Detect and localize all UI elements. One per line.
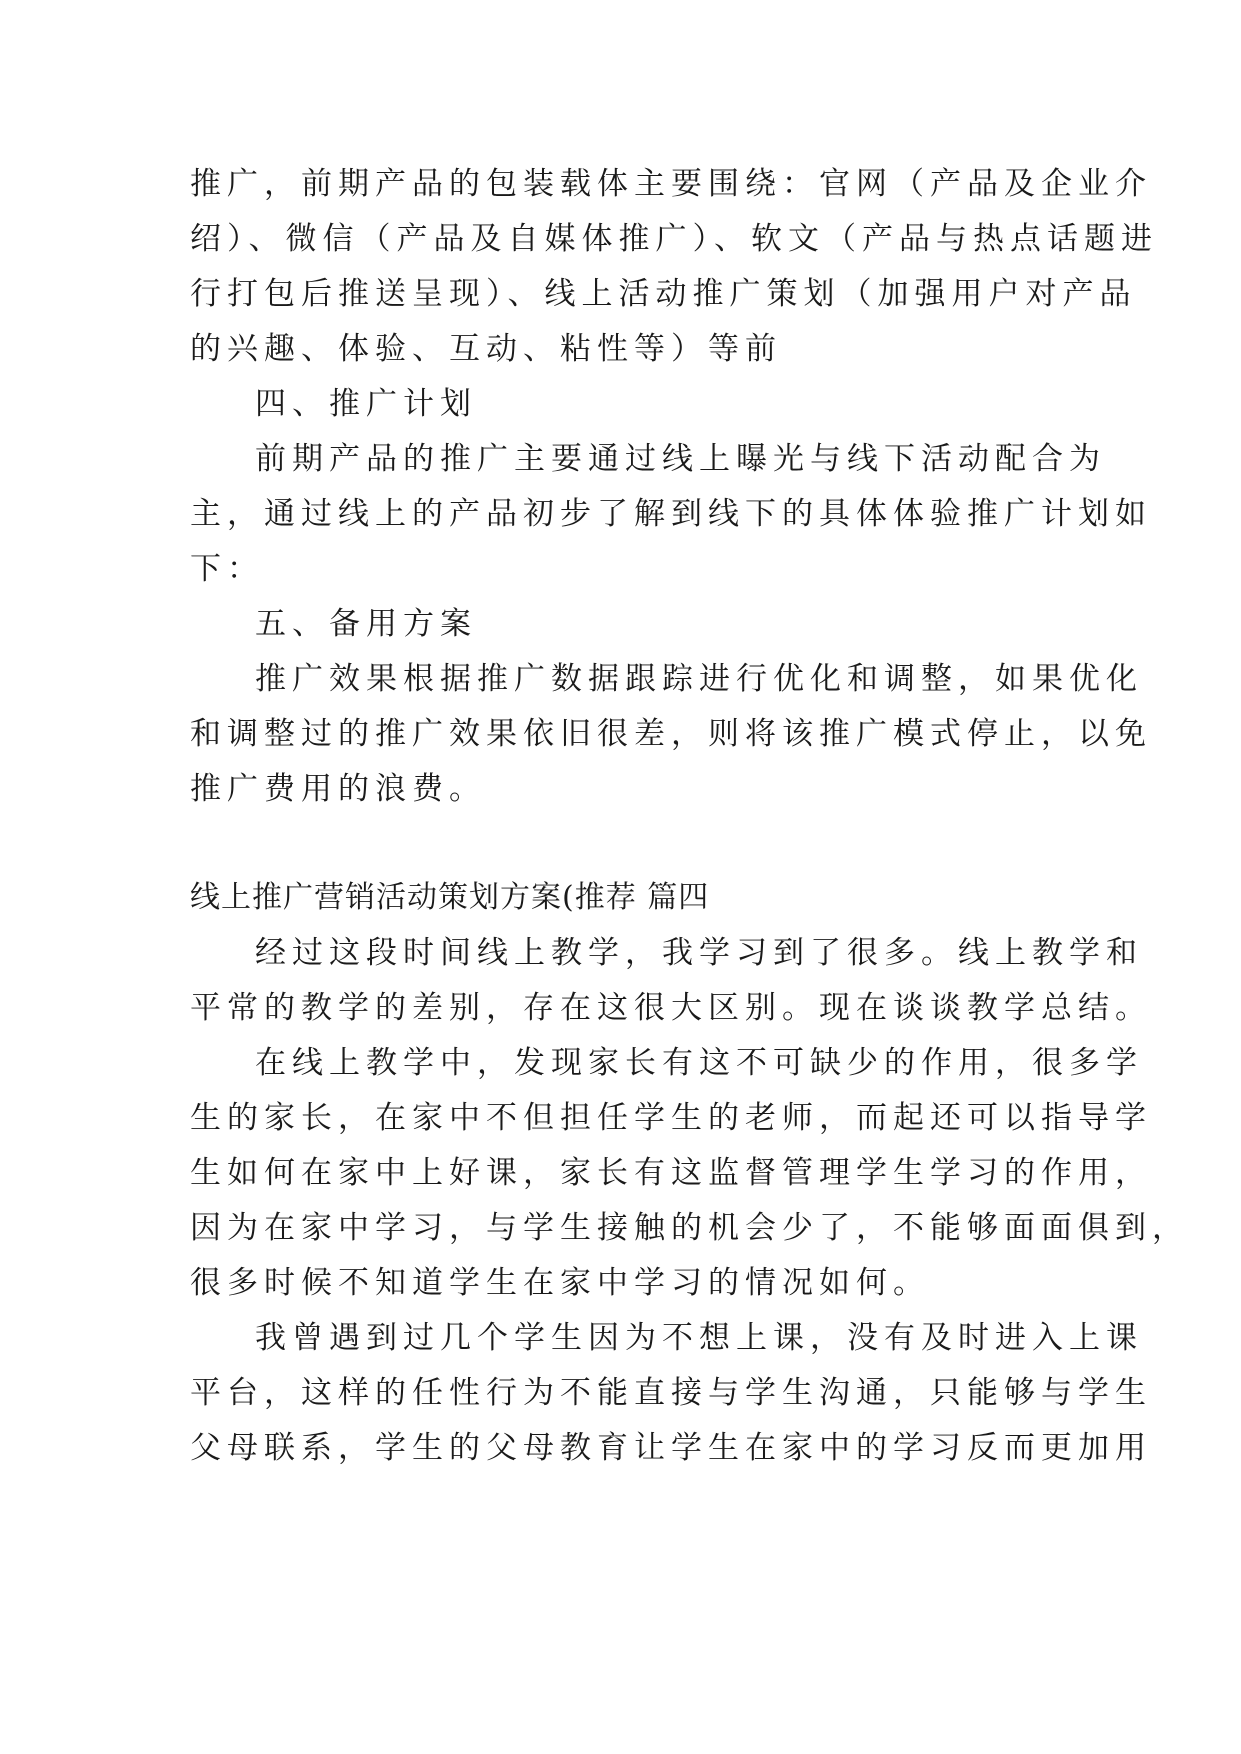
- article-heading: 线上推广营销活动策划方案(推荐 篇四: [190, 880, 710, 915]
- body-text-line: 的兴趣、体验、互动、粘性等）等前: [190, 331, 782, 367]
- body-text-line: 很多时候不知道学生在家中学习的情况如何。: [190, 1265, 930, 1301]
- body-text-line: 推广费用的浪费。: [190, 771, 486, 807]
- body-text-line: 下：: [190, 551, 264, 587]
- body-text-line: 前期产品的推广主要通过线上曝光与线下活动配合为: [255, 441, 1106, 477]
- body-text-line: 因为在家中学习，与学生接触的机会少了，不能够面面俱到，: [190, 1210, 1189, 1246]
- body-text-line: 绍）、微信（产品及自媒体推广）、软文（产品与热点话题进: [190, 221, 1158, 257]
- body-text-line: 生的家长，在家中不但担任学生的老师，而起还可以指导学: [190, 1100, 1152, 1136]
- body-text-line: 行打包后推送呈现）、线上活动推广策划（加强用户对产品: [190, 276, 1137, 312]
- body-text-line: 主，通过线上的产品初步了解到线下的具体体验推广计划如: [190, 496, 1152, 532]
- body-text-line: 父母联系，学生的父母教育让学生在家中的学习反而更加用: [190, 1430, 1152, 1466]
- body-text-line: 和调整过的推广效果依旧很差，则将该推广模式停止，以免: [190, 716, 1152, 752]
- body-text-line: 经过这段时间线上教学，我学习到了很多。线上教学和: [255, 935, 1143, 971]
- body-text-line: 推广，前期产品的包装载体主要围绕：官网（产品及企业介: [190, 166, 1152, 202]
- section-title-backup-plan: 五、备用方案: [255, 606, 477, 642]
- body-text-line: 生如何在家中上好课，家长有这监督管理学生学习的作用，: [190, 1155, 1152, 1191]
- body-text-line: 推广效果根据推广数据跟踪进行优化和调整，如果优化: [255, 661, 1143, 697]
- body-text-line: 平常的教学的差别，存在这很大区别。现在谈谈教学总结。: [190, 990, 1152, 1026]
- body-text-line: 在线上教学中，发现家长有这不可缺少的作用，很多学: [255, 1045, 1143, 1081]
- section-title-promotion-plan: 四、推广计划: [255, 386, 477, 422]
- body-text-line: 平台，这样的任性行为不能直接与学生沟通，只能够与学生: [190, 1375, 1152, 1411]
- body-text-line: 我曾遇到过几个学生因为不想上课，没有及时进入上课: [255, 1320, 1143, 1356]
